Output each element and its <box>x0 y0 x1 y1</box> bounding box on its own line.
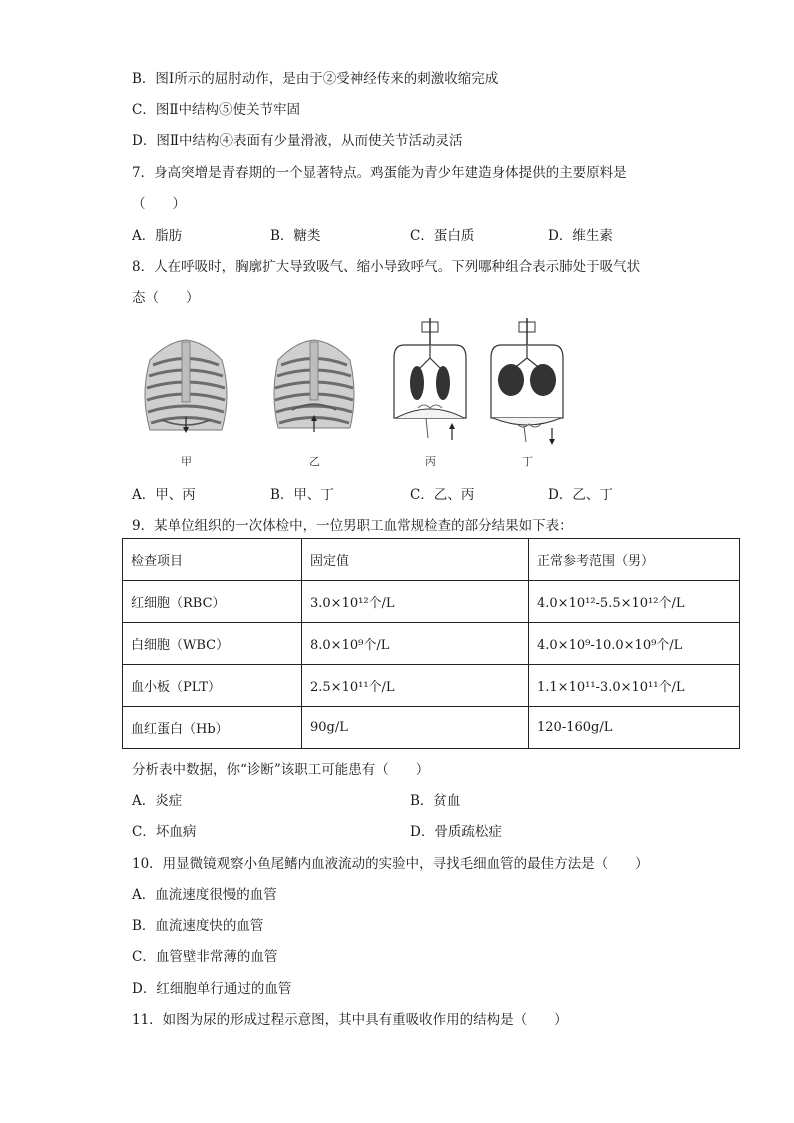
q7-option-a: A．脂肪 <box>132 228 183 244</box>
q9-question: 分析表中数据，你“诊断”该职工可能患有（ ） <box>132 762 430 778</box>
row-item: 血红蛋白（Hb） <box>123 707 302 749</box>
bell-jar-bing <box>394 318 466 440</box>
q7-option-b: B．糖类 <box>270 228 321 244</box>
q7-paren: （ ） <box>132 196 186 212</box>
q6-option-d: D．图Ⅱ中结构④表面有少量滑液，从而使关节活动灵活 <box>132 133 463 149</box>
q10-option-b: B．血流速度快的血管 <box>132 918 264 934</box>
q8-option-b: B．甲、丁 <box>270 487 334 503</box>
header-value: 固定值 <box>302 539 529 581</box>
q9-option-a: A．炎症 <box>132 793 183 809</box>
q8-option-a: A．甲、丙 <box>132 487 196 503</box>
table-row <box>123 581 740 623</box>
row-reference: 4.0×10⁹-10.0×10⁹个/L <box>529 623 740 665</box>
header-reference: 正常参考范围（男） <box>529 539 740 581</box>
figure-label-yi: 乙 <box>309 455 320 468</box>
table-row <box>123 623 740 665</box>
q8-option-c: C．乙、丙 <box>410 487 475 503</box>
q6-option-c: C．图Ⅱ中结构⑤使关节牢固 <box>132 102 301 118</box>
q9-option-b: B．贫血 <box>410 793 461 809</box>
figure-label-bing: 丙 <box>425 455 436 468</box>
q8-option-d: D．乙、丁 <box>548 487 613 503</box>
row-item: 白细胞（WBC） <box>123 623 302 665</box>
q7-option-c: C．蛋白质 <box>410 228 475 244</box>
row-reference: 4.0×10¹²-5.5×10¹²个/L <box>529 581 740 623</box>
q11-stem: 11．如图为尿的形成过程示意图，其中具有重吸收作用的结构是（ ） <box>132 1012 568 1028</box>
figure-label-jia: 甲 <box>181 455 192 468</box>
blood-test-table <box>122 538 740 749</box>
q8-stem-line1: 8．人在呼吸时，胸廓扩大导致吸气、缩小导致呼气。下列哪种组合表示肺处于吸气状 <box>132 259 641 275</box>
q10-option-a: A．血流速度很慢的血管 <box>132 887 277 903</box>
q9-option-d: D．骨质疏松症 <box>410 824 502 840</box>
table-row <box>123 707 740 749</box>
header-item: 检查项目 <box>123 539 302 581</box>
rib-cage-yi <box>274 340 354 432</box>
table-header-row <box>123 539 740 581</box>
row-item: 红细胞（RBC） <box>123 581 302 623</box>
q7-stem: 7．身高突增是青春期的一个显著特点。鸡蛋能为青少年建造身体提供的主要原料是 <box>132 165 627 181</box>
rib-cage-jia <box>145 340 227 433</box>
row-value: 2.5×10¹¹个/L <box>302 665 529 707</box>
row-item: 血小板（PLT） <box>123 665 302 707</box>
q10-option-d: D．红细胞单行通过的血管 <box>132 981 292 997</box>
q10-option-c: C．血管壁非常薄的血管 <box>132 949 278 965</box>
row-reference: 1.1×10¹¹-3.0×10¹¹个/L <box>529 665 740 707</box>
q9-stem: 9．某单位组织的一次体检中，一位男职工血常规检查的部分结果如下表： <box>132 518 573 534</box>
q7-option-d: D．维生素 <box>548 228 613 244</box>
q6-option-b: B．图Ⅰ所示的屈肘动作，是由于②受神经传来的刺激收缩完成 <box>132 71 499 87</box>
figure-label-ding: 丁 <box>522 455 533 468</box>
row-reference: 120-160g/L <box>529 707 740 749</box>
q9-option-c: C．坏血病 <box>132 824 197 840</box>
q10-stem: 10．用显微镜观察小鱼尾鳍内血液流动的实验中，寻找毛细血管的最佳方法是（ ） <box>132 856 649 872</box>
q8-stem-line2: 态（ ） <box>132 290 200 306</box>
row-value: 3.0×10¹²个/L <box>302 581 529 623</box>
row-value: 90g/L <box>302 707 529 749</box>
table-row <box>123 665 740 707</box>
bell-jar-ding <box>491 318 563 445</box>
row-value: 8.0×10⁹个/L <box>302 623 529 665</box>
